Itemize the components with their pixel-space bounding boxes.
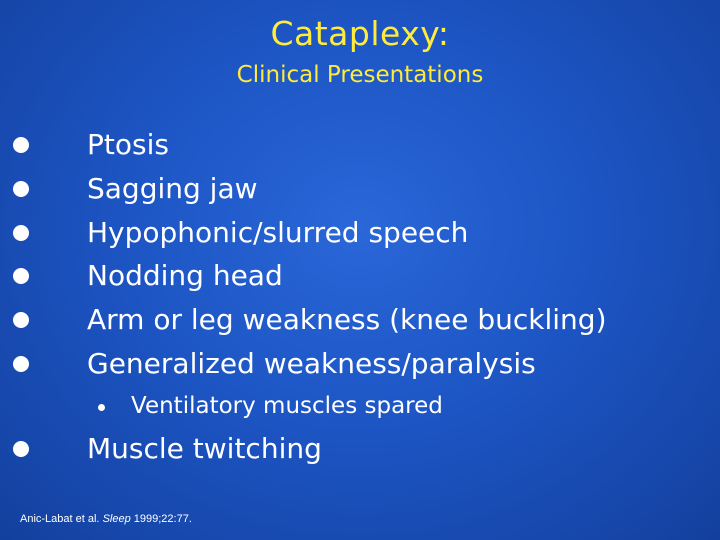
citation [20, 513, 192, 525]
bullet-text: Sagging jaw [87, 172, 258, 205]
bullet-item [0, 298, 720, 342]
bullet-text: Ptosis [87, 128, 169, 161]
bullet-item [0, 211, 720, 255]
bullet-item [0, 167, 720, 211]
bullet-dot-icon [13, 268, 29, 284]
bullet-dot-icon [13, 441, 29, 457]
bullet-dot-icon [13, 225, 29, 241]
bullet-text: Generalized weakness/paralysis [87, 347, 536, 380]
citation-authors: Anic-Labat et al. [20, 513, 100, 525]
bullet-dot-icon [13, 312, 29, 328]
sub-bullet-item [0, 386, 720, 426]
bullet-text: Muscle twitching [87, 432, 322, 465]
bullet-text: Hypophonic/slurred speech [87, 216, 469, 249]
bullet-dot-icon [13, 181, 29, 197]
citation-ref: 1999;22:77. [133, 513, 192, 525]
bullet-item [0, 427, 720, 471]
bullet-dot-icon [13, 356, 29, 372]
slide-title: Cataplexy: [270, 14, 450, 53]
bullet-dot-icon [13, 137, 29, 153]
bullet-item [0, 254, 720, 298]
sub-bullet-text: Ventilatory muscles spared [131, 393, 443, 419]
citation-journal: Sleep [102, 513, 131, 525]
bullet-item [0, 342, 720, 386]
bullet-item [0, 123, 720, 167]
sub-bullet-dot-icon [98, 404, 105, 411]
slide-subtitle: Clinical Presentations [236, 62, 484, 88]
bullet-text: Nodding head [87, 259, 283, 292]
bullet-text: Arm or leg weakness (knee buckling) [87, 303, 607, 336]
